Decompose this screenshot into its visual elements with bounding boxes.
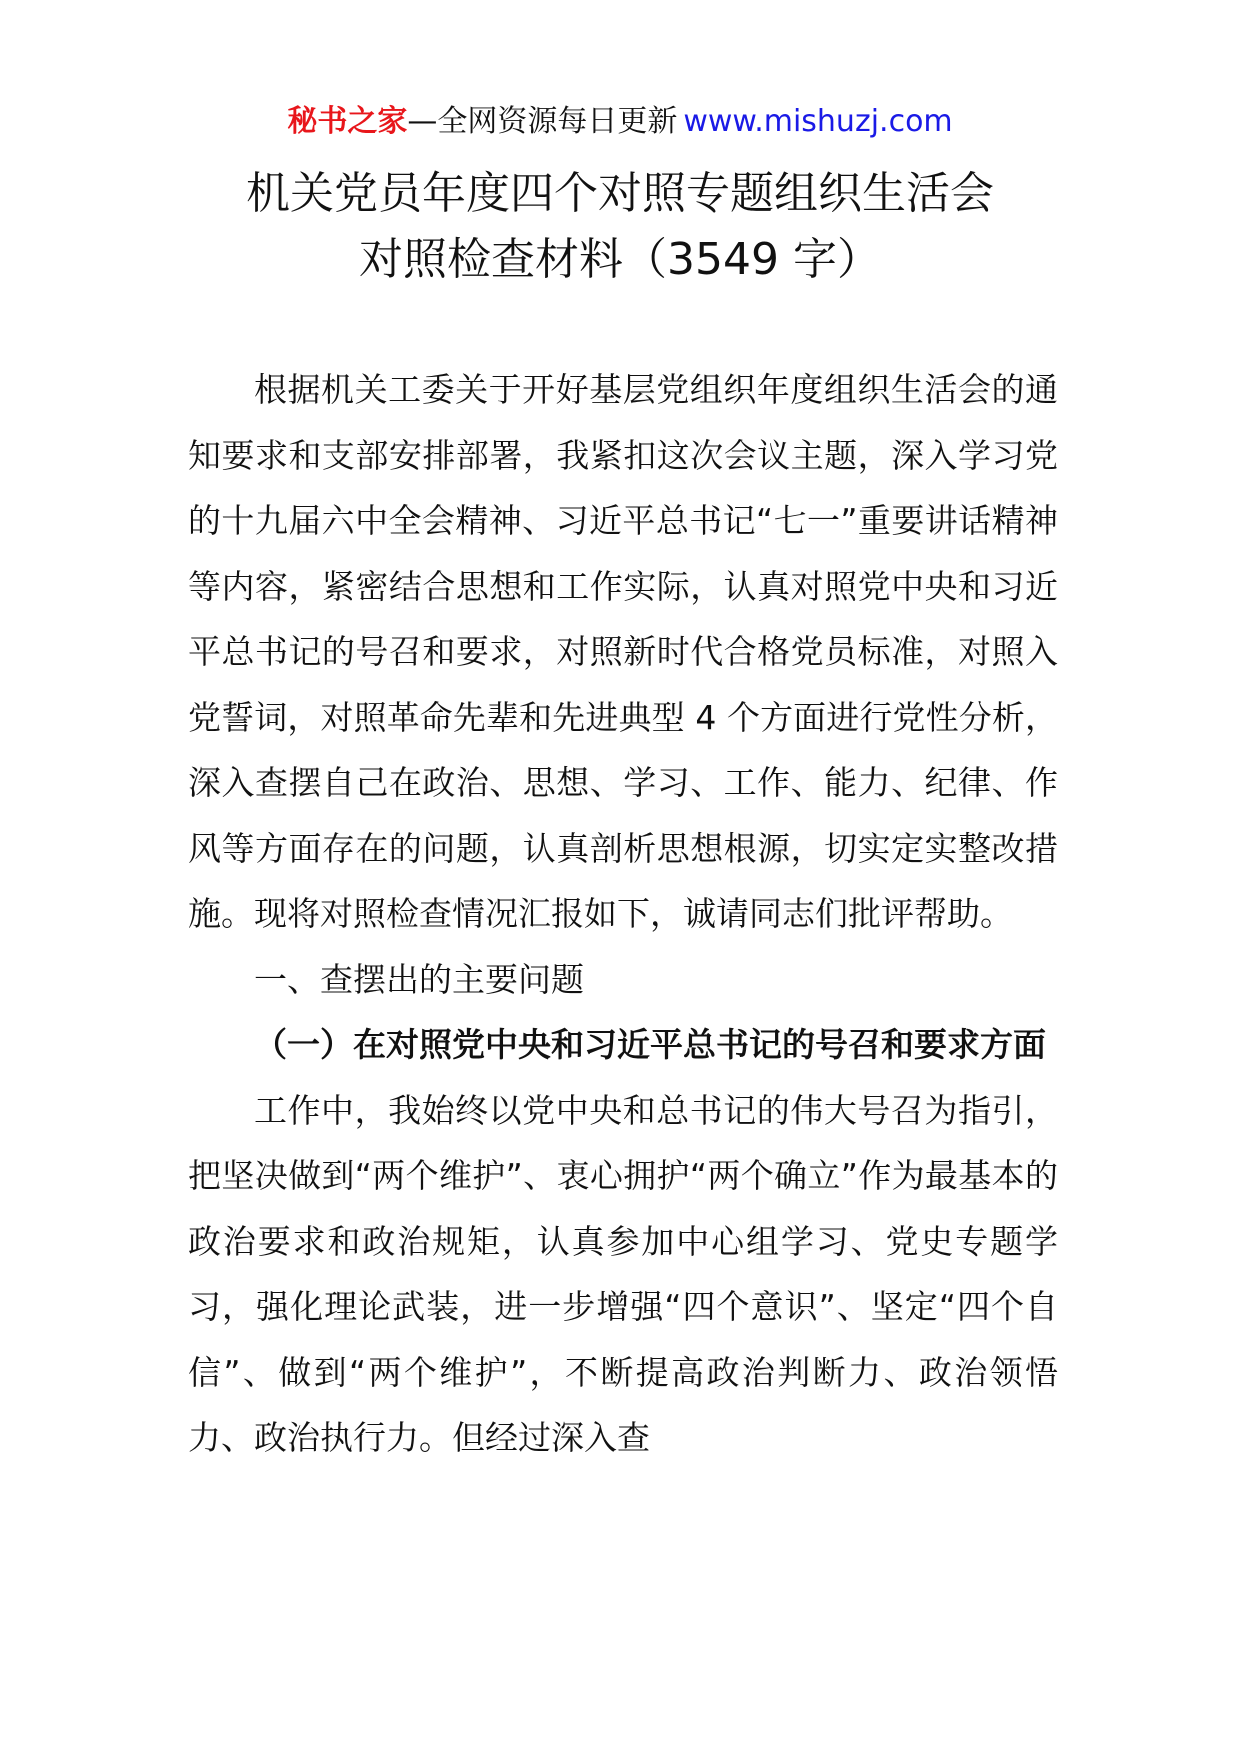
site-header	[0, 100, 1240, 144]
site-url-link[interactable]: www.mishuzj.com	[683, 104, 953, 139]
subsection-heading: （一）在对照党中央和习近平总书记的号召和要求方面	[254, 1025, 1046, 1064]
site-brand: 秘书之家	[287, 104, 408, 139]
intro-paragraph: 根据机关工委关于开好基层党组织年度组织生活会的通知要求和支部安排部署，我紧扣这次会议主题，深入学习党的十九届六中全会精神、习近平总书记“七一”重要讲话精神等内容，紧密结合思想和工作实际，认真对照党中央和习近平总书记的号召和要求，对照新时代合格党员标准，对照入党誓词，对照革命先辈和先进典型 4 个方面进行党性分析，深入查摆自己在政治、思想、学习、工作、能力、纪律、作风等方面存在的问题，认真剖析思想根源，切实定实整改措施。现将对照检查情况汇报如下，诚请同志们批评帮助。	[188, 370, 1058, 933]
site-tagline: —全网资源每日更新	[407, 104, 678, 139]
body-paragraph: 工作中，我始终以党中央和总书记的伟大号召为指引，把坚决做到“两个维护”、衷心拥护“两个确立”作为最基本的政治要求和政治规矩，认真参加中心组学习、党史专题学习，强化理论武装，进一步增强“四个意识”、坚定“四个自信”、做到“两个维护”，不断提高政治判断力、政治领悟力、政治执行力。但经过深入查	[188, 1090, 1058, 1457]
section-heading: 一、查摆出的主要问题	[254, 959, 584, 999]
document-body	[188, 357, 1058, 1471]
document-title-line1: 机关党员年度四个对照专题组织生活会	[246, 168, 994, 219]
document-title-line2: 对照检查材料（3549 字）	[359, 234, 881, 285]
